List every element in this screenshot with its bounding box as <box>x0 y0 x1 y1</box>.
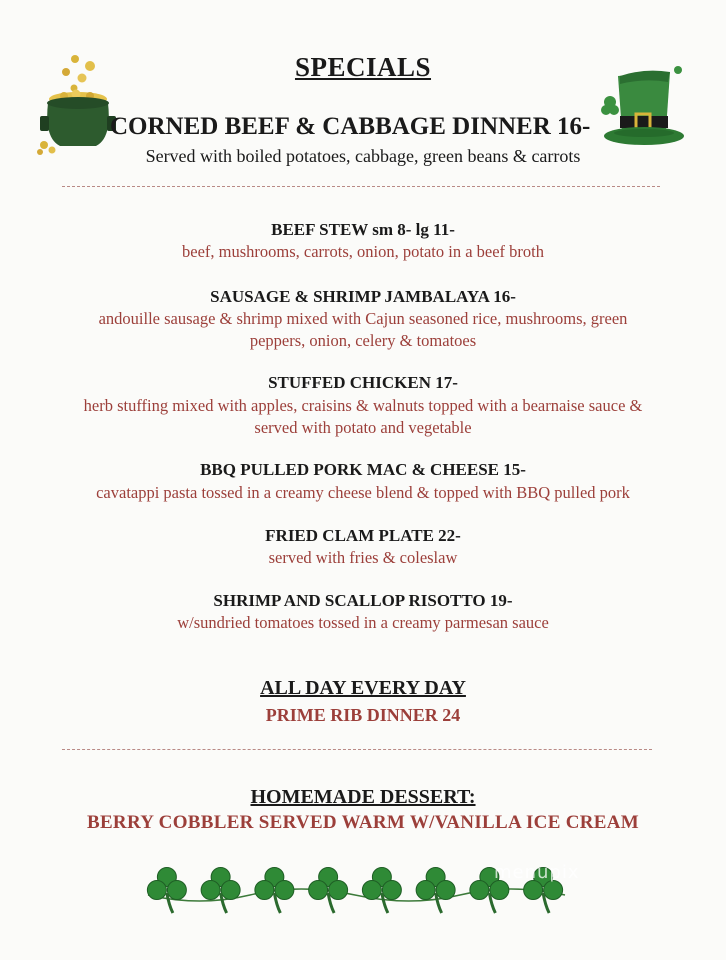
menu-item-description: beef, mushrooms, carrots, onion, potato in a beef broth <box>182 242 544 261</box>
menu-item-name: BEEF STEW sm 8- lg 11- <box>271 220 455 239</box>
menu-item-description: served with fries & coleslaw <box>268 548 458 567</box>
menu-item-description: andouille sausage & shrimp mixed with Cajun seasoned rice, mushrooms, green <box>98 309 628 328</box>
divider <box>62 186 660 187</box>
divider <box>62 749 652 750</box>
menu-item-name: FRIED CLAM PLATE 22- <box>265 526 461 545</box>
menu-item-description: peppers, onion, celery & tomatoes <box>249 331 477 350</box>
dessert-heading: HOMEMADE DESSERT: <box>250 786 476 808</box>
menu-item-name: BBQ PULLED PORK MAC & CHEESE 15- <box>200 460 526 479</box>
shamrock-icon <box>201 868 240 914</box>
watermark: menupix <box>494 862 580 883</box>
menu-item-description: served with potato and vegetable <box>254 418 472 437</box>
menu-item-name: SAUSAGE & SHRIMP JAMBALAYA 16- <box>210 287 516 306</box>
menu-item-name: SHRIMP AND SCALLOP RISOTTO 19- <box>213 591 513 610</box>
menu-item-description: w/sundried tomatoes tossed in a creamy parmesan sauce <box>177 613 549 632</box>
shamrock-icon <box>147 868 186 914</box>
feature-item-description: Served with boiled potatoes, cabbage, green beans & carrots <box>145 146 581 166</box>
dessert-item: BERRY COBBLER SERVED WARM W/VANILLA ICE CREAM <box>86 812 639 833</box>
all-day-item: PRIME RIB DINNER 24 <box>265 705 461 725</box>
menu-item-description: herb stuffing mixed with apples, craisins & walnuts topped with a bearnaise sauce & <box>83 396 643 415</box>
shamrock-icon <box>416 868 455 914</box>
menu-item-name: STUFFED CHICKEN 17- <box>268 373 458 392</box>
all-day-heading: ALL DAY EVERY DAY <box>260 677 466 699</box>
shamrock-icon <box>362 868 401 914</box>
page-title: SPECIALS <box>294 52 432 82</box>
menu-item-description: cavatappi pasta tossed in a creamy cheese blend & topped with BBQ pulled pork <box>96 483 630 502</box>
feature-item-name: CORNED BEEF & CABBAGE DINNER 16- <box>110 113 591 140</box>
